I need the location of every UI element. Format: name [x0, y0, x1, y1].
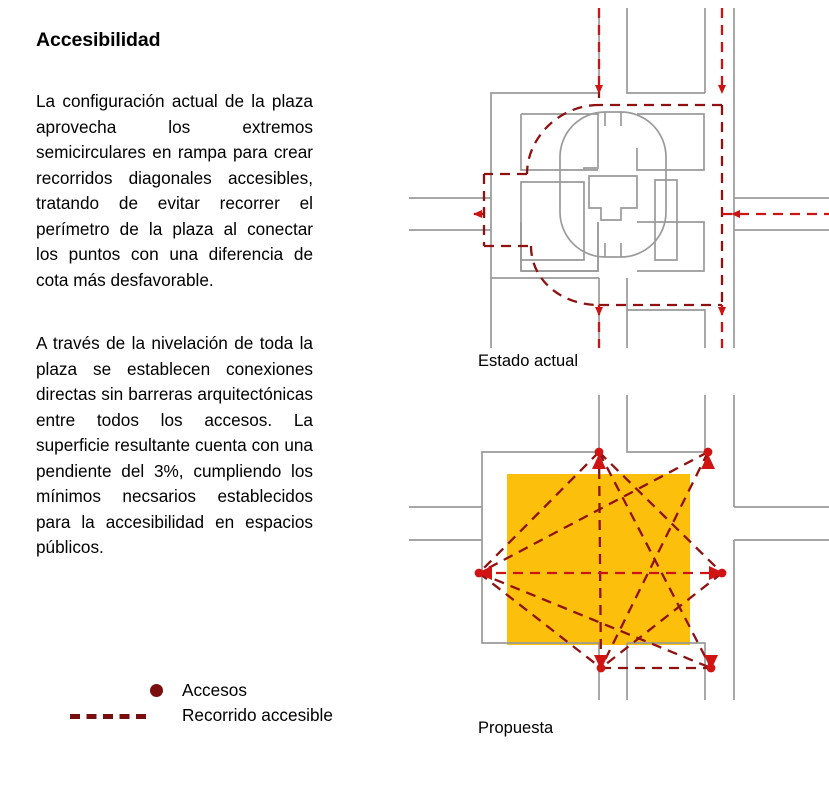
access-point-oeste — [475, 569, 484, 578]
legend-item-accesos — [36, 678, 336, 703]
caption-propuesta: Propuesta — [478, 719, 554, 737]
diagram-propuesta — [409, 395, 829, 700]
access-point-norte — [595, 448, 604, 457]
access-point-este — [718, 569, 727, 578]
page-title: Accesibilidad — [36, 29, 161, 51]
legend-label-accesos: Accesos — [182, 680, 247, 700]
caption-estado-actual: Estado actual — [478, 352, 578, 370]
text-column — [36, 30, 326, 561]
legend-dashed-line-icon — [70, 714, 146, 719]
legend-label-recorrido: Recorrido accesible — [182, 705, 333, 725]
diagram-estado-actual — [409, 8, 829, 348]
access-point-noreste — [704, 448, 713, 457]
access-point-sur — [597, 664, 606, 673]
accessible-routes-actual — [467, 8, 829, 348]
legend — [36, 678, 336, 728]
legend-dot-icon — [150, 684, 163, 697]
paragraph-current-state: La configuración actual de la plaza aprovecha los extremos semicirculares en rampa para crear recorridos diagonales accesibles, tratando de evitar recorrer el perímetro de la plaza al conectar los puntos con una diferencia de cota más desfavorable. — [36, 91, 313, 290]
access-point-sureste — [707, 664, 716, 673]
street-network-actual — [409, 8, 829, 348]
paragraph-proposal: A través de la nivelación de toda la plaza se establecen conexiones directas sin barreras arquitectónicas entre todos los accesos. La superficie resultante cuenta con una pendiente del 3%, cumpliendo los mínimos necsarios establecidos para la accesibilidad en espacios públicos. — [36, 333, 313, 558]
legend-item-recorrido — [36, 703, 336, 728]
